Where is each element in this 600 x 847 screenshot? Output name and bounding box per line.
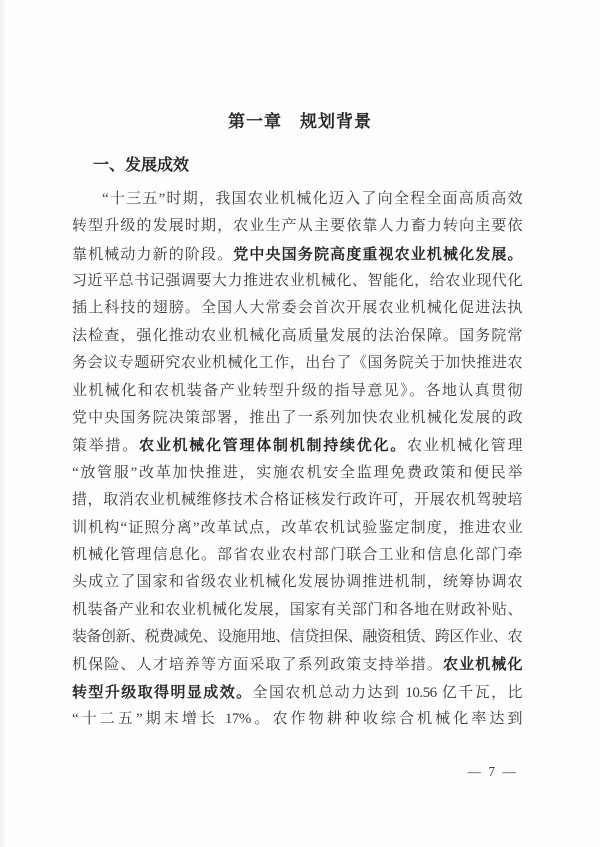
body-line	[72, 460, 522, 487]
body-line	[72, 268, 522, 295]
text-segment: 机保险、人才培养等方面采取了系列政策支持举措。	[72, 657, 443, 674]
text-segment: 插上科技的翅膀。全国人大常委会首次开展农业机械化促进法执	[72, 300, 522, 317]
text-segment: 业机械化和农机装备产业转型升级的指导意见》。各地认真贯彻	[72, 382, 522, 399]
body-line	[72, 323, 522, 350]
body-line	[72, 487, 522, 514]
body-line	[72, 679, 522, 706]
body-line	[72, 597, 522, 624]
text-segment: 装备创新、税费减免、设施用地、信贷担保、融资租赁、跨区作业、农	[72, 629, 522, 646]
body-line	[72, 213, 522, 240]
body-line	[72, 295, 522, 322]
text-segment: 党中央国务院决策部署，推出了一系列加快农业机械化发展的政	[72, 409, 522, 426]
text-segment: 机装备产业和农业机械化发展，国家有关部门和各地在财政补贴、	[72, 601, 522, 618]
text-segment: 靠机械动力新的阶段。	[72, 246, 234, 263]
bold-text-segment: 转型升级取得明显成效。	[72, 683, 253, 701]
text-segment: 农业机械化管理	[406, 438, 522, 455]
text-segment: 转型升级的发展时期，农业生产从主要依靠人力畜力转向主要依	[72, 218, 522, 235]
body-line	[72, 432, 522, 459]
text-segment: “十三五”时期，我国农业机械化迈入了向全程全面高质高效	[102, 190, 522, 207]
body-line	[72, 624, 522, 651]
text-segment: 训机构“证照分离”改革试点，改革农机试验鉴定制度，推进农业	[72, 519, 522, 536]
text-segment: 策举措。	[72, 438, 139, 455]
body-line	[72, 706, 522, 733]
page-number: — 7 —	[467, 764, 518, 779]
body-line	[72, 186, 522, 213]
chapter-title: 第一章 规划背景	[228, 112, 372, 131]
body-line	[72, 515, 522, 542]
text-segment: “十二五”期末增长 17%。农作物耕种收综合机械化率达到	[72, 711, 522, 728]
bold-text-segment: 党中央国务院高度重视农业机械化发展。	[233, 245, 522, 263]
bold-text-segment: 农业机械化管理体制机制持续优化。	[139, 437, 407, 455]
text-segment: 法检查，强化推动农业机械化高质量发展的法治保障。国务院常	[72, 327, 522, 344]
bold-text-segment: 农业机械化	[442, 656, 522, 674]
text-segment: 机械化管理信息化。部省农业农村部门联合工业和信息化部门牵	[72, 546, 522, 563]
text-segment: 头成立了国家和省级农业机械化发展协调推进机制，统筹协调农	[72, 574, 522, 591]
body-line	[72, 542, 522, 569]
text-segment: 务会议专题研究农业机械化工作，出台了《国务院关于加快推进农	[72, 355, 522, 372]
body-line	[72, 569, 522, 596]
body-line	[72, 378, 522, 405]
body-line	[72, 405, 522, 432]
body-line	[72, 350, 522, 377]
body-line	[72, 241, 522, 268]
text-segment: “放管服”改革加快推进，实施农机安全监理免费政策和便民举	[72, 464, 522, 481]
text-segment: 全国农机总动力达到 10.56 亿千瓦，比	[252, 684, 522, 701]
section-heading: 一、发展成效	[93, 157, 190, 175]
text-segment: 措，取消农业机械维修技术合格证核发行政许可，开展农机驾驶培	[72, 492, 522, 509]
body-line	[72, 651, 522, 678]
text-segment: 习近平总书记强调要大力推进农业机械化、智能化，给农业现代化	[72, 273, 522, 290]
body-paragraph	[72, 186, 522, 734]
